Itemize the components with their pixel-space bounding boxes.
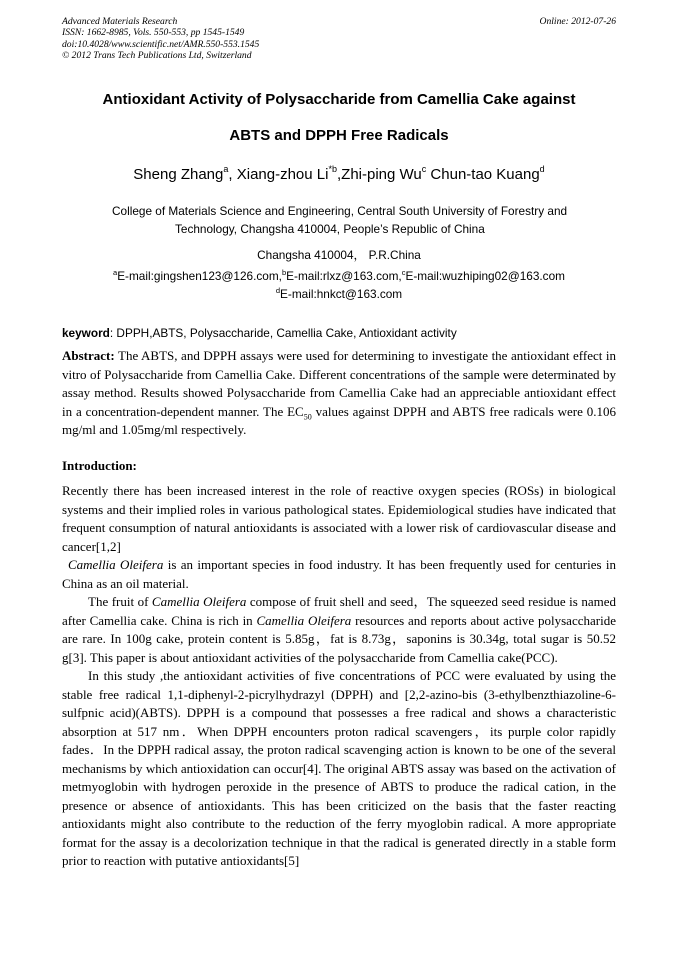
online-date: Online: 2012-07-26 [539, 16, 616, 27]
email-affil-mark: b [281, 268, 287, 277]
author-affil-mark: d [539, 164, 545, 174]
journal-name: Advanced Materials Research [62, 16, 178, 27]
keyword-label: keyword [62, 326, 110, 340]
species-name: Camellia Oleifera [151, 594, 247, 609]
email-affil-mark: d [275, 286, 281, 295]
intro-paragraph: Recently there has been increased interest in the role of reactive oxygen species (ROSs) in biological systems and their implied roles in various pathological states. Epidemiological studies have indicated that frequent consumption of natural antioxidants is associated with a lower risk of cardiovascular disease and cancer[1,2] [62, 483, 616, 554]
introduction-body [62, 482, 616, 871]
author-separator: , [228, 166, 237, 183]
email-line-2 [0, 287, 678, 301]
author-affil-mark: *b [328, 164, 337, 174]
author-list [62, 166, 616, 183]
abstract-text: The ABTS, and DPPH assays were used for determining to investigate the antioxidant effect in vitro of Polysaccharide from Camellia Cake. Different concentrations of the sample were determinated by assay method. Results showed Polysaccharide from Camellia Cake had an appreciable antioxidant effect in a concentration-dependent manner. The EC [62, 348, 616, 419]
email-affil-mark: c [401, 268, 406, 277]
abstract [62, 347, 616, 440]
intro-text: resources and reports about active polysaccharide are rare. In 100g cake, protein content is 5.85g，fat is 8.73g，saponins is 30.34g, total sugar is 50.52 g[3]. This paper is about antioxidant activities of the polysaccharide from Camellia cake(PCC). [62, 612, 616, 665]
author-name: Xiang-zhou Li [236, 166, 329, 183]
author-separator: , [336, 166, 342, 183]
email-line-1 [0, 269, 678, 283]
intro-paragraph [62, 593, 616, 667]
email-link[interactable]: E-mail:rlxz@163.com, [286, 269, 402, 283]
email-link[interactable]: E-mail:hnkct@163.com [280, 287, 403, 301]
author-name: Zhi-ping Wu [341, 166, 422, 183]
author-affil-mark: a [223, 164, 229, 174]
email-link[interactable]: E-mail:wuzhiping02@163.com [405, 269, 565, 283]
keywords [62, 326, 457, 340]
intro-text: compose of fruit shell and seed，The squeezed seed residue is named after Camellia cake. China is rich in [62, 594, 617, 628]
issn-line: ISSN: 1662-8985, Vols. 550-553, pp 1545-1549 [62, 27, 245, 39]
species-name: Camellia Oleifera [256, 612, 352, 628]
email-affil-mark: a [113, 268, 118, 277]
intro-paragraph [62, 556, 616, 593]
intro-text: is an important species in food industry. It has been frequently used for centuries in China as an oil material. [62, 557, 616, 591]
affiliation-line-1: College of Materials Science and Engineering, Central South University of Forestry and [112, 204, 568, 218]
author-name: Chun-tao Kuang [430, 166, 540, 183]
affiliation-line-3: Changsha 410004， P.R.China [257, 248, 421, 262]
author-affil-mark: c [421, 164, 427, 174]
species-name: Camellia Oleifera [68, 557, 164, 572]
doi-line: doi:10.4028/www.scientific.net/AMR.550-553.1545 [62, 38, 260, 50]
author-name: Sheng Zhang [133, 166, 224, 183]
ec-subscript: 50 [303, 412, 312, 422]
intro-paragraph: In this study ,the antioxidant activities of five concentrations of PCC were evaluated by using the stable free radical 1,1-diphenyl-2-picrylhydrazyl (DPPH) and [2,2-azino-bis (3-ethylbenzthiazoline-6-sulfpnic acid)(ABTS). DPPH is a compound that possesses a free radical and shows a characteristic absorption at 517 nm．When DPPH encounters proton radical scavengers，its purple color rapidly fades．In the DPPH radical assay, the proton radical scavenging action is known to be one of the several mechanisms by which antioxidation can occur[4]. The original ABTS assay was based on the activation of metmyoglobin with hydrogen peroxide in the presence of ABTS to produce the radical cation, in the presence or absence of antioxidants. This has been criticized on the basis that the faster reacting antioxidants might also contribute to the reduction of the ferry myoglobin radical. A more appropriate format for the assay is a decolorization technique in that the radical is generated directly in a stable form prior to reaction with putative antioxidants[5] [62, 668, 616, 868]
introduction-heading: Introduction: [62, 458, 137, 473]
abstract-text: values against DPPH and ABTS free radicals were 0.106 mg/ml and 1.05mg/ml respectively. [62, 403, 617, 437]
intro-text: The fruit of [88, 594, 152, 609]
copyright-line: © 2012 Trans Tech Publications Ltd, Switzerland [62, 50, 252, 62]
affiliation-line-2: Technology, Changsha 410004, People’s Republic of China [175, 222, 485, 236]
abstract-label: Abstract: [62, 348, 115, 363]
journal-header [62, 16, 616, 62]
paper-title-line-2: ABTS and DPPH Free Radicals [229, 127, 449, 144]
paper-title-line-1: Antioxidant Activity of Polysaccharide from Camellia Cake against [102, 91, 576, 108]
keyword-list: : DPPH,ABTS, Polysaccharide, Camellia Cake, Antioxidant activity [109, 326, 457, 340]
email-link[interactable]: E-mail:gingshen123@126.com, [117, 269, 282, 283]
